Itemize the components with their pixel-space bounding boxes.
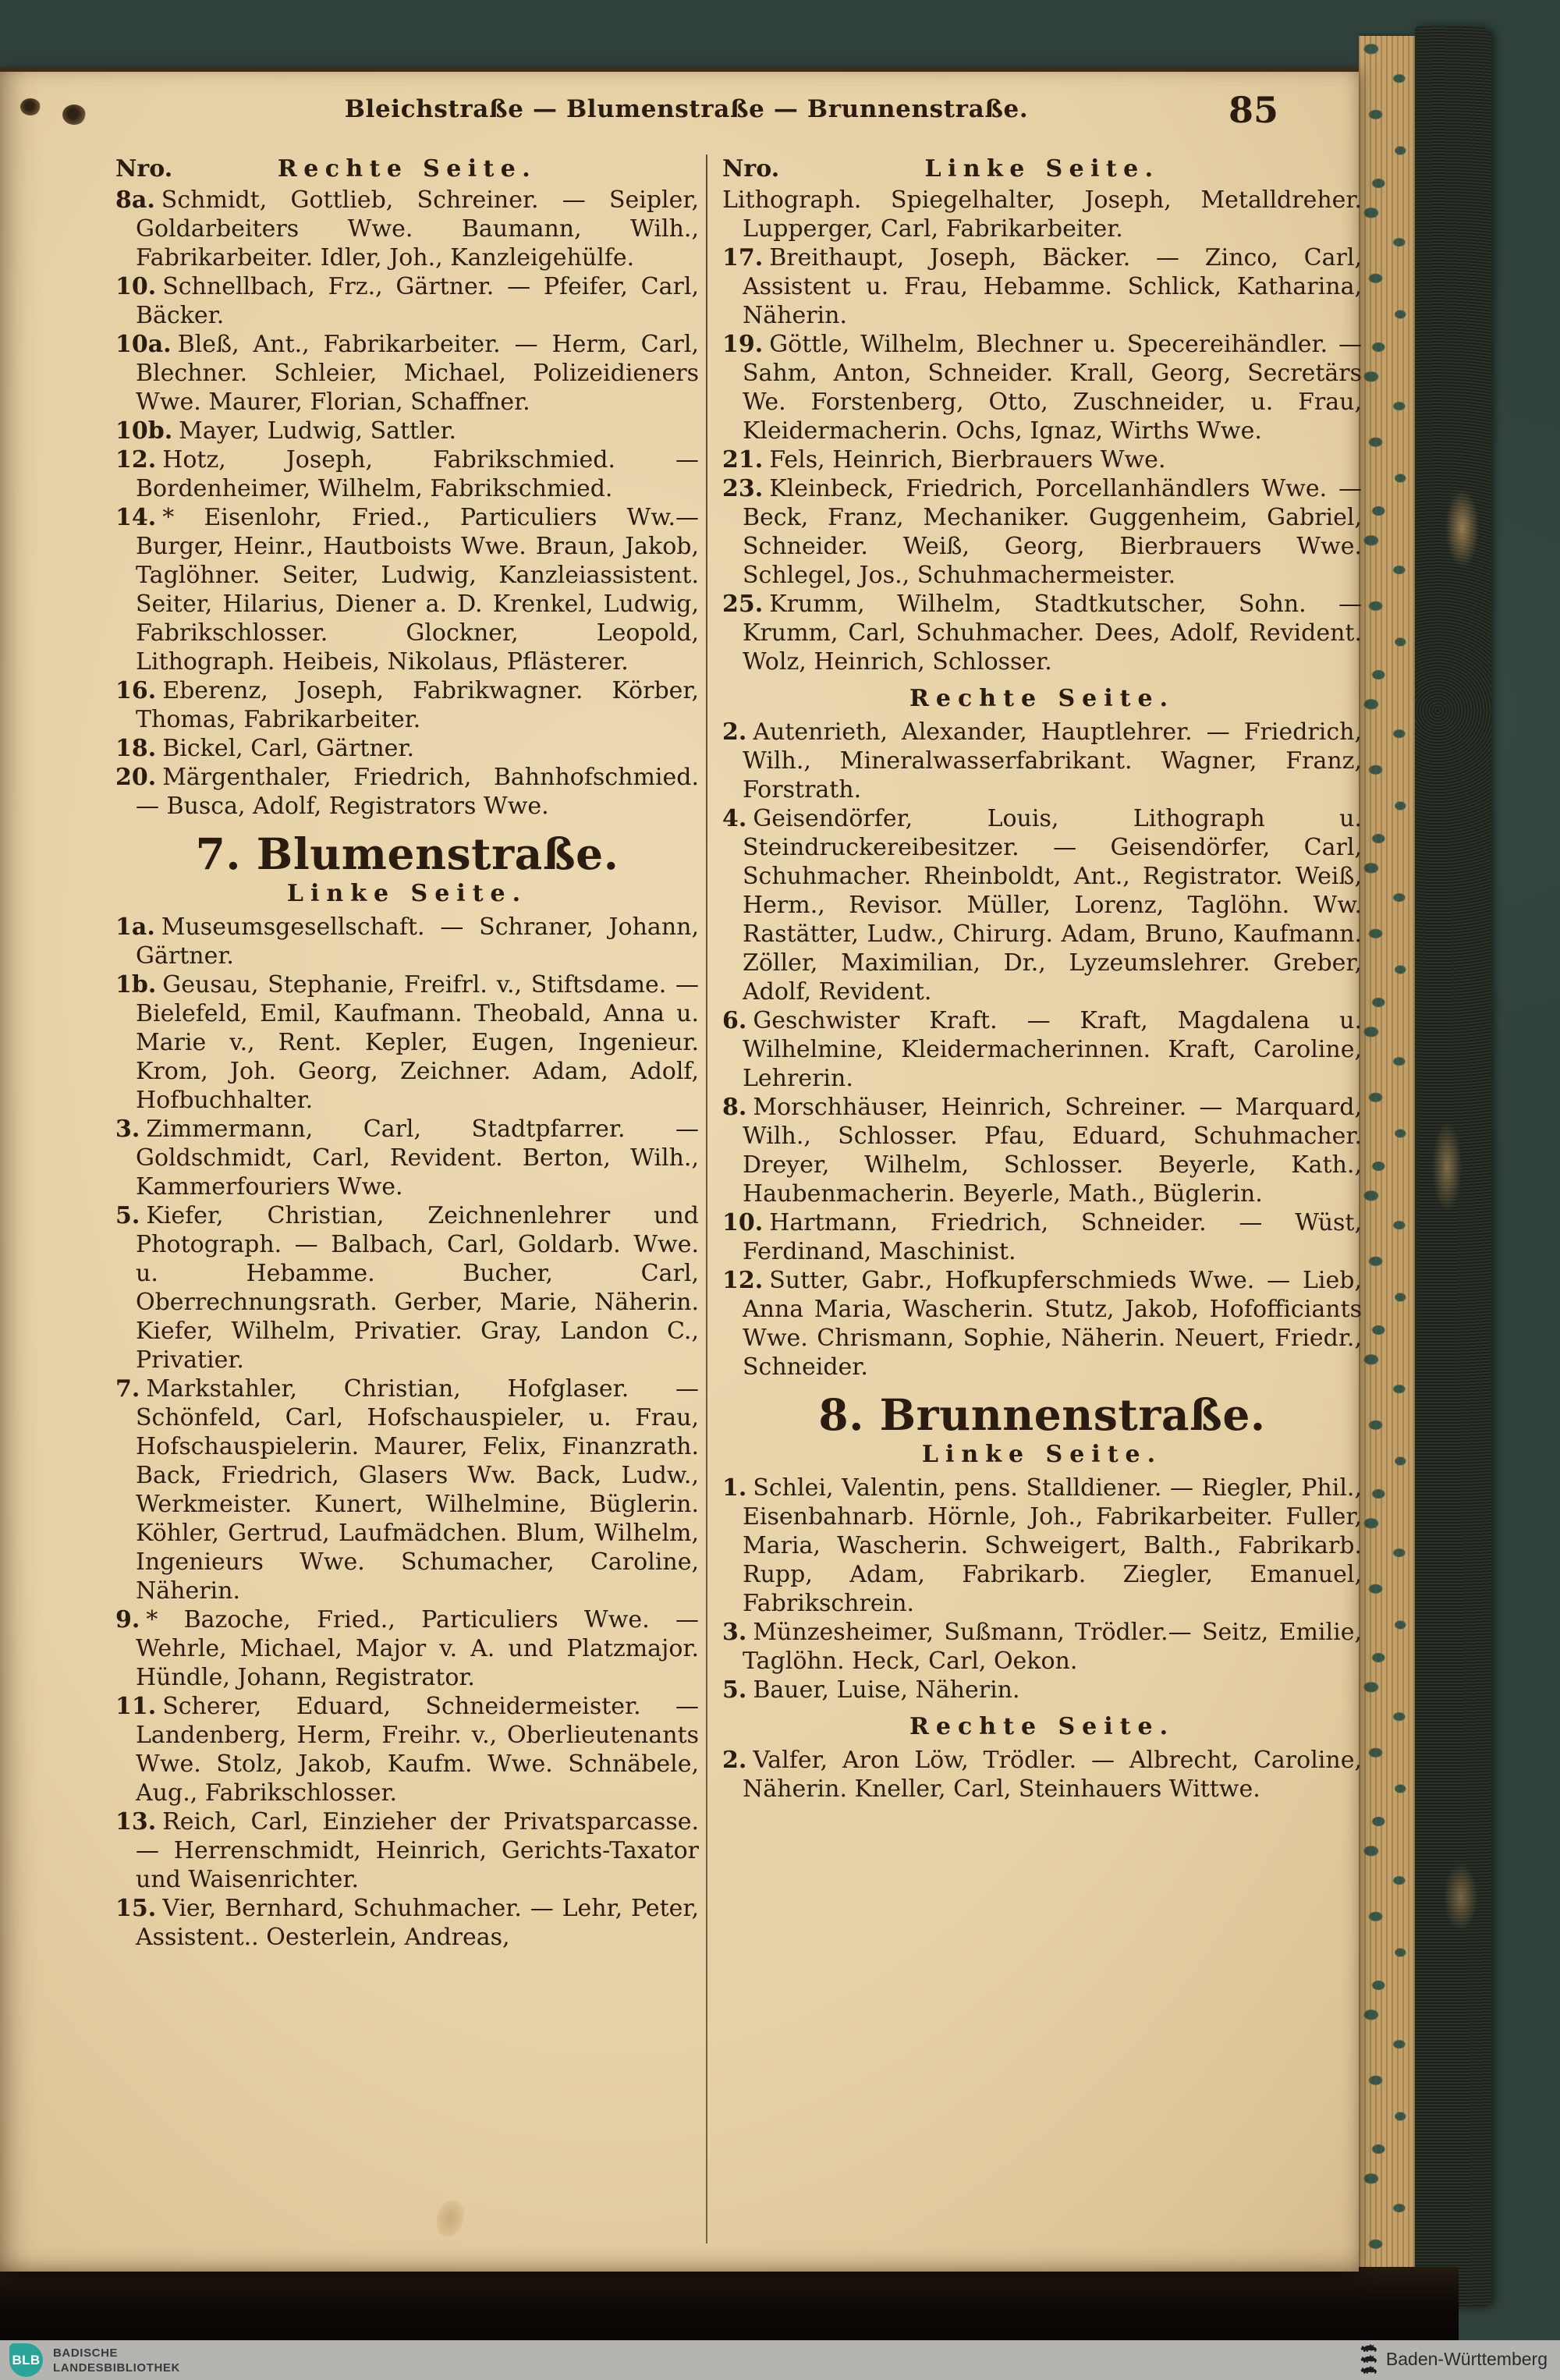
- running-title: Bleichstraße — Blumenstraße — Brunnenstraße.: [344, 95, 1029, 123]
- directory-entry: [722, 590, 1362, 676]
- entry-number: 13.: [115, 1808, 157, 1836]
- entry-text: Schnellbach, Frz., Gärtner. — Pfeifer, Carl, Bäcker.: [136, 273, 699, 329]
- directory-entry: [722, 1618, 1362, 1676]
- entry-text: Zimmermann, Carl, Stadtpfarrer. — Goldschmidt, Carl, Revident. Berton, Wilh., Kammerfouriers Wwe.: [136, 1116, 699, 1201]
- directory-entry: [115, 1201, 699, 1374]
- library-name-line2: LANDESBIBLIOTHEK: [53, 2361, 180, 2375]
- directory-entry: [722, 804, 1362, 1006]
- entry-text: Geisendörfer, Louis, Lithograph u. Steindruckereibesitzer. — Geisendörfer, Carl, Schuhmacher. Rheinboldt, Ant., Registrator. Weiß, Herm., Revisor. Müller, Lorenz, Taglöhn. Ww. Rastätter, Ludw., Chirurg. Adam, Bruno, Kaufmann. Zöller, Maximilian, Dr., Lyzeumslehrer. Greber, Adolf, Revident.: [743, 805, 1362, 1006]
- library-name-line1: BADISCHE: [53, 2346, 119, 2360]
- column-header: [115, 154, 699, 183]
- entry-number: 17.: [722, 244, 764, 271]
- directory-entry: [722, 474, 1362, 590]
- directory-entry: [722, 445, 1362, 474]
- side-section-heading: Linke Seite.: [286, 880, 528, 907]
- directory-entry: [722, 1006, 1362, 1093]
- entry-text: Markstahler, Christian, Hofglaser. — Schönfeld, Carl, Hofschauspieler, u. Frau, Hofschauspielerin. Maurer, Felix, Finanzrath. Back, Friedrich, Glasers Ww. Back, Ludw., Werkmeister. Kunert, Wilhelmine, Büglerin. Köhler, Gertrud, Laufmädchen. Blum, Wilhelm, Ingenieurs Wwe. Schumacher, Caroline, Näherin.: [136, 1375, 699, 1605]
- entry-number: 5.: [722, 1676, 747, 1704]
- entry-text: Morschhäuser, Heinrich, Schreiner. — Marquard, Wilh., Schlosser. Pfau, Eduard, Schuhmacher. Dreyer, Wilhelm, Schlosser. Beyerle, Kath., Haubenmacherin. Beyerle, Math., Büglerin.: [743, 1094, 1362, 1208]
- entry-text: Hartmann, Friedrich, Schneider. — Wüst, Ferdinand, Maschinist.: [743, 1209, 1362, 1265]
- book-fore-edge-marbled: [1359, 36, 1415, 2292]
- page-stain: [431, 2197, 468, 2240]
- entry-text: Krumm, Wilhelm, Stadtkutscher, Sohn. — Krumm, Carl, Schuhmacher. Dees, Adolf, Revident. Wolz, Heinrich, Schlosser.: [743, 591, 1362, 676]
- side-section-heading: Linke Seite.: [924, 155, 1160, 183]
- entry-text: Schmidt, Gottlieb, Schreiner. — Seipler, Goldarbeiters Wwe. Baumann, Wilh., Fabrikarbeiter. Idler, Joh., Kanzleigehülfe.: [136, 186, 699, 271]
- entry-number: 10.: [722, 1209, 764, 1236]
- directory-entry: [115, 330, 699, 417]
- directory-entry: [722, 1093, 1362, 1208]
- entry-number: 10a.: [115, 331, 172, 358]
- directory-entry: [115, 1692, 699, 1807]
- entry-text: Bauer, Luise, Näherin.: [753, 1676, 1020, 1704]
- column-divider-rule: [706, 154, 707, 2243]
- right-column: [722, 154, 1362, 1804]
- entry-number: 3.: [115, 1116, 140, 1143]
- entry-number: 20.: [115, 764, 157, 791]
- viewer-footer-bar: [0, 2340, 1560, 2380]
- nro-label: Nro.: [115, 155, 173, 183]
- entry-text: Museumsgesellschaft. — Schraner, Johann, Gärtner.: [136, 913, 699, 970]
- entry-number: 10b.: [115, 417, 173, 445]
- entry-text: Valfer, Aron Löw, Trödler. — Albrecht, Caroline, Näherin. Kneller, Carl, Steinhauers Wittwe.: [743, 1747, 1362, 1803]
- three-lions-coat-of-arms-icon: [1360, 2343, 1378, 2375]
- entry-number: 3.: [722, 1619, 747, 1646]
- directory-entry: [115, 1115, 699, 1201]
- directory-entry: [115, 1807, 699, 1894]
- directory-entry: [722, 1676, 1362, 1704]
- left-column-entries: [115, 186, 699, 1952]
- directory-entry: [115, 734, 699, 763]
- entry-number: 5.: [115, 1202, 140, 1229]
- entry-number: 16.: [115, 677, 157, 704]
- entry-number: 2.: [722, 718, 747, 746]
- entry-number: 25.: [722, 591, 764, 618]
- side-section-heading: Rechte Seite.: [909, 1713, 1175, 1740]
- entry-text: Vier, Bernhard, Schuhmacher. — Lehr, Peter, Assistent.. Oesterlein, Andreas,: [136, 1895, 699, 1951]
- directory-entry: [722, 186, 1362, 243]
- directory-entry: [115, 417, 699, 445]
- directory-entry: [115, 1374, 699, 1605]
- entry-text: * Eisenlohr, Fried., Particuliers Ww.— Burger, Heinr., Hautboists Wwe. Braun, Jakob, Taglöhner. Seiter, Ludwig, Kanzleiassistent. Seiter, Hilarius, Diener a. D. Krenkel, Ludwig, Fabrikschlosser. Glockner, Leopold, Lithograph. Heibeis, Nikolaus, Pflästerer.: [136, 504, 699, 676]
- directory-entry: [722, 243, 1362, 330]
- entry-text: Kleinbeck, Friedrich, Porcellanhändlers Wwe. — Beck, Franz, Mechaniker. Guggenheim, Gabriel, Schneider. Weiß, Georg, Bierbrauers Wwe. Schlegel, Jos., Schuhmachermeister.: [743, 475, 1362, 589]
- directory-entry: [115, 186, 699, 272]
- entry-text: * Bazoche, Fried., Particuliers Wwe. — Wehrle, Michael, Major v. A. und Platzmajor. Hündle, Johann, Registrator.: [136, 1606, 699, 1691]
- nro-label: Nro.: [722, 155, 780, 183]
- entry-number: 7.: [115, 1375, 140, 1403]
- entry-text: Sutter, Gabr., Hofkupferschmieds Wwe. — Lieb, Anna Maria, Wascherin. Stutz, Jakob, Hofofficiants Wwe. Chrismann, Sophie, Näherin. Neuert, Friedr., Schneider.: [743, 1267, 1362, 1381]
- entry-number: 21.: [722, 446, 764, 474]
- scanned-page: [0, 67, 1362, 2272]
- directory-entry: [722, 1266, 1362, 1382]
- page-number: 85: [1228, 89, 1279, 131]
- directory-entry: [115, 1894, 699, 1952]
- entry-number: 19.: [722, 331, 764, 358]
- blb-logo: [9, 2343, 43, 2377]
- library-name: [53, 2346, 180, 2375]
- directory-entry: [115, 676, 699, 734]
- entry-text: Märgenthaler, Friedrich, Bahnhofschmied. — Busca, Adolf, Registrators Wwe.: [136, 764, 699, 820]
- directory-entry: [722, 330, 1362, 445]
- worm-hole: [20, 98, 41, 115]
- worm-hole: [62, 105, 86, 125]
- entry-number: 8a.: [115, 186, 155, 214]
- entry-number: 8.: [722, 1094, 747, 1121]
- entry-text: Bickel, Carl, Gärtner.: [162, 735, 414, 762]
- entry-number: 12.: [115, 446, 157, 474]
- entry-number: 2.: [722, 1747, 747, 1774]
- entry-number: 11.: [115, 1693, 157, 1720]
- entry-text: Göttle, Wilhelm, Blechner u. Specereihändler. — Sahm, Anton, Schneider. Krall, Georg, Secretärs We. Forstenberg, Otto, Zuschneider, u. Frau, Kleidermacherin. Ochs, Ignaz, Wirths Wwe.: [743, 331, 1362, 445]
- directory-entry: [722, 1746, 1362, 1804]
- street-section-heading: 7. Blumenstraße.: [195, 828, 619, 879]
- entry-text: Bleß, Ant., Fabrikarbeiter. — Herm, Carl, Blechner. Schleier, Michael, Polizeidieners Wwe. Maurer, Florian, Schaffner.: [136, 331, 699, 416]
- entry-number: 12.: [722, 1267, 764, 1294]
- street-section-heading: 8. Brunnenstraße.: [818, 1389, 1266, 1440]
- entry-number: 1b.: [115, 971, 157, 998]
- directory-entry: [722, 1474, 1362, 1618]
- side-section-heading: Rechte Seite.: [277, 155, 537, 183]
- directory-entry: [115, 913, 699, 970]
- directory-entry: [115, 272, 699, 330]
- directory-entry: [115, 503, 699, 676]
- entry-text: Schlei, Valentin, pens. Stalldiener. — Riegler, Phil., Eisenbahnarb. Hörnle, Joh., Fabrikarbeiter. Fuller, Maria, Wascherin. Schweigert, Balth., Fabrikarb. Rupp, Adam, Fabrikarb. Ziegler, Emanuel, Fabrikschrein.: [743, 1474, 1362, 1617]
- entry-text: Geusau, Stephanie, Freifrl. v., Stiftsdame. — Bielefeld, Emil, Kaufmann. Theobald, Anna u. Marie v., Rent. Kepler, Eugen, Ingenieur. Krom, Joh. Georg, Zeichner. Adam, Adolf, Hofbuchhalter.: [136, 971, 699, 1114]
- directory-entry: [115, 970, 699, 1115]
- side-section-heading: Rechte Seite.: [909, 685, 1175, 712]
- left-column: [115, 154, 699, 1952]
- side-section-heading: Linke Seite.: [921, 1441, 1163, 1468]
- state-name: Baden-Württemberg: [1385, 2349, 1548, 2369]
- directory-entry: [722, 1208, 1362, 1266]
- blb-logo-text: BLB: [12, 2352, 41, 2368]
- directory-entry: [115, 1605, 699, 1692]
- entry-number: 18.: [115, 735, 157, 762]
- entry-text: Fels, Heinrich, Bierbrauers Wwe.: [769, 446, 1166, 474]
- entry-text: Autenrieth, Alexander, Hauptlehrer. — Friedrich, Wilh., Mineralwasserfabrikant. Wagner, Franz, Forstrath.: [743, 718, 1362, 803]
- column-header: [722, 154, 1362, 183]
- right-column-entries: [722, 186, 1362, 1804]
- entry-text: Reich, Carl, Einzieher der Privatsparcasse. — Herrenschmidt, Heinrich, Gerichts-Taxator und Waisenrichter.: [136, 1808, 699, 1893]
- directory-entry: [722, 718, 1362, 804]
- entry-text: Scherer, Eduard, Schneidermeister. — Landenberg, Herm, Freihr. v., Oberlieutenants Wwe. Stolz, Jakob, Kaufm. Wwe. Schnäbele, Aug., Fabrikschlosser.: [136, 1693, 699, 1807]
- entry-number: 1a.: [115, 913, 155, 941]
- book-cover-edge: [1415, 27, 1491, 2307]
- baden-wuerttemberg-logo: [1360, 2343, 1548, 2375]
- entry-number: 6.: [722, 1007, 747, 1034]
- book-bottom-shadow: [0, 2267, 1459, 2342]
- entry-number: 14.: [115, 504, 157, 531]
- entry-text: Geschwister Kraft. — Kraft, Magdalena u. Wilhelmine, Kleidermacherinnen. Kraft, Caroline, Lehrerin.: [743, 1007, 1362, 1092]
- entry-text: Münzesheimer, Sußmann, Trödler.— Seitz, Emilie, Taglöhn. Heck, Carl, Oekon.: [743, 1619, 1362, 1675]
- directory-entry: [115, 445, 699, 503]
- entry-text: Mayer, Ludwig, Sattler.: [179, 417, 457, 445]
- entry-text: Hotz, Joseph, Fabrikschmied. — Bordenheimer, Wilhelm, Fabrikschmied.: [136, 446, 699, 502]
- entry-text: Eberenz, Joseph, Fabrikwagner. Körber, Thomas, Fabrikarbeiter.: [136, 677, 699, 733]
- entry-number: 23.: [722, 475, 764, 502]
- directory-entry: [115, 763, 699, 821]
- entry-text: Breithaupt, Joseph, Bäcker. — Zinco, Carl, Assistent u. Frau, Hebamme. Schlick, Katharina, Näherin.: [743, 244, 1362, 329]
- entry-number: 10.: [115, 273, 157, 300]
- entry-number: 9.: [115, 1606, 140, 1633]
- entry-number: 15.: [115, 1895, 157, 1922]
- entry-number: 1.: [722, 1474, 747, 1502]
- entry-text: Lithograph. Spiegelhalter, Joseph, Metalldreher. Lupperger, Carl, Fabrikarbeiter.: [722, 186, 1362, 243]
- entry-number: 4.: [722, 805, 747, 832]
- entry-text: Kiefer, Christian, Zeichnenlehrer und Photograph. — Balbach, Carl, Goldarb. Wwe. u. Hebamme. Bucher, Carl, Oberrechnungsrath. Gerber, Marie, Näherin. Kiefer, Wilhelm, Privatier. Gray, Landon C., Privatier.: [136, 1202, 699, 1374]
